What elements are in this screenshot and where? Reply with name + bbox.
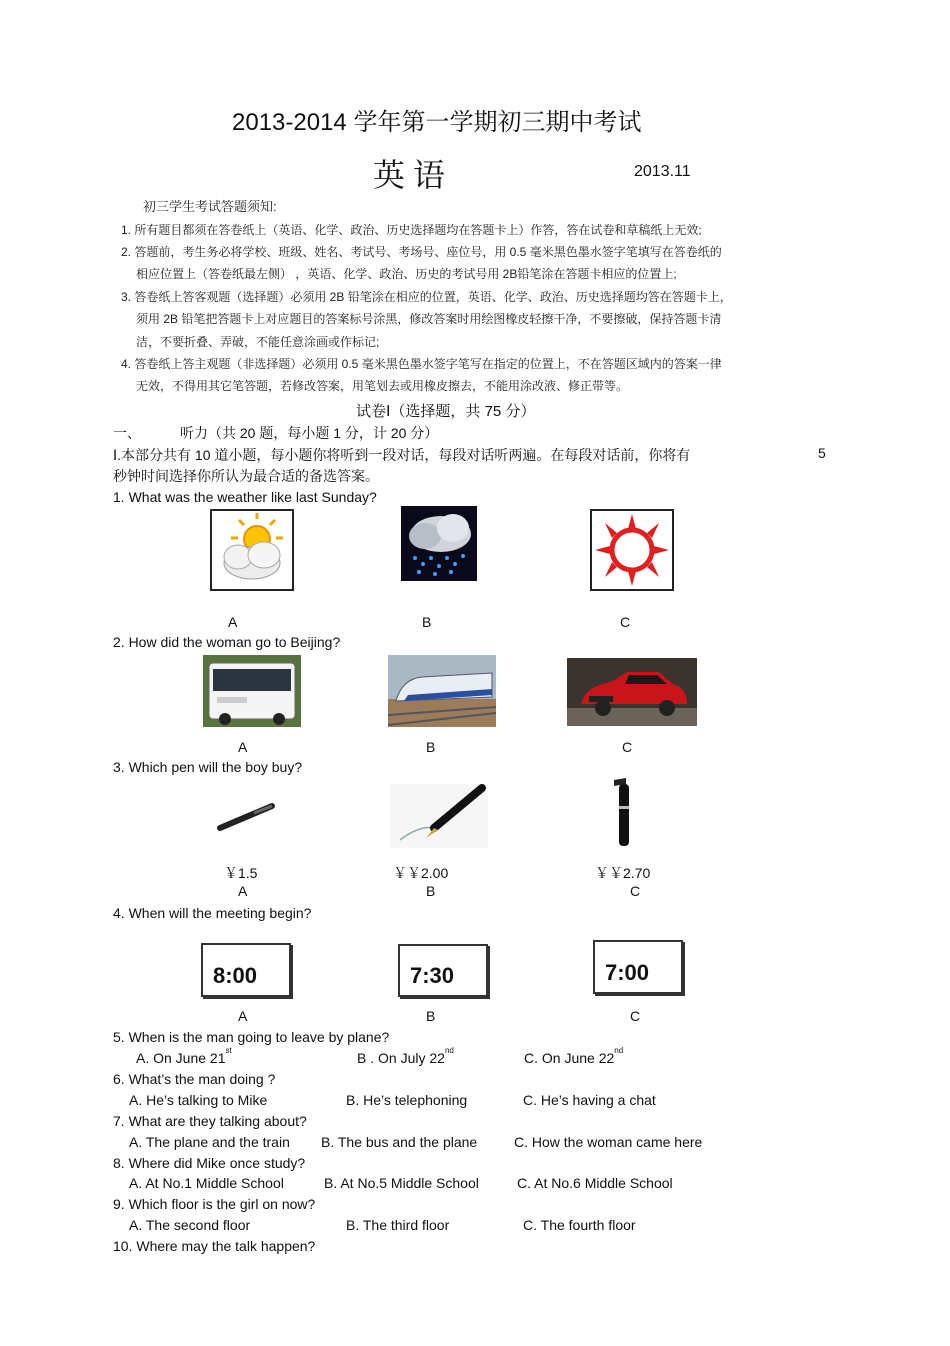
option-label-c: C	[630, 1008, 641, 1024]
option-label-a: A	[228, 614, 238, 630]
price-a: ￥1.5	[224, 865, 258, 881]
option-text: B . On July 22	[357, 1050, 445, 1066]
question-1: 1. What was the weather like last Sunday?	[113, 489, 377, 505]
option-label-a: A	[238, 1008, 248, 1024]
option-5c	[524, 1046, 624, 1066]
price-c: ￥￥2.70	[595, 865, 651, 881]
option-label-b: B	[422, 614, 432, 630]
instruction-line: 相应位置上（答卷纸最左侧） ，英语、化学、政治、历史的考试号用 2B铅笔涂在答题卡相应的位置上;	[136, 267, 677, 281]
fountain-pen-icon	[390, 784, 488, 848]
option-7b: B. The bus and the plane	[321, 1134, 478, 1150]
clock-time: 8:00	[213, 963, 258, 988]
exam-date: 2013.11	[634, 163, 691, 180]
ordinal-suffix: nd	[444, 1046, 454, 1055]
option-9b: B. The third floor	[346, 1217, 450, 1233]
clock-time: 7:30	[410, 963, 455, 988]
instruction-line: 无效，不得用其它笔答题，若修改答案，用笔划去或用橡皮擦去，不能用涂改液、修正带等。	[136, 379, 629, 393]
option-label-c: C	[620, 614, 631, 630]
car-icon	[567, 658, 697, 726]
option-label-b: B	[426, 739, 436, 755]
option-label-b: B	[426, 883, 436, 899]
subject-title: 英 语	[373, 157, 446, 193]
option-6c: C. He’s having a chat	[523, 1092, 656, 1108]
instruction-line: 4. 答卷纸上答主观题（非选择题）必须用 0.5 毫米黑色墨水签字笔写在指定的位置上，不在答题区域内的答案一律	[121, 357, 722, 371]
option-6a: A. He’s talking to Mike	[129, 1092, 268, 1108]
instruction-line: 2. 答题前，考生务必将学校、班级、姓名、考试号、考场号、座位号，用 0.5 毫米黑色墨水签字笔填写在答卷纸的	[121, 245, 722, 259]
option-label-c: C	[622, 739, 633, 755]
question-7: 7. What are they talking about?	[113, 1113, 307, 1129]
option-text: C. On June 22	[524, 1050, 615, 1066]
option-7a: A. The plane and the train	[129, 1134, 290, 1150]
sun-icon	[590, 509, 674, 591]
instructions-heading: 初三学生考试答题须知:	[143, 199, 277, 214]
part-intro-seconds: 5	[818, 445, 826, 461]
option-8c: C. At No.6 Middle School	[517, 1175, 673, 1191]
part-title: 听力（共 20 题，每小题 1 分，计 20 分）	[180, 425, 439, 441]
option-8a: A. At No.1 Middle School	[129, 1175, 284, 1191]
question-8: 8. Where did Mike once study?	[113, 1155, 306, 1171]
option-7c: C. How the woman came here	[514, 1134, 703, 1150]
ordinal-suffix: st	[225, 1046, 232, 1055]
ordinal-suffix: nd	[614, 1046, 624, 1055]
instruction-line: 1. 所有题目都须在答卷纸上（英语、化学、政治、历史选择题均在答题卡上）作答，答在试卷和草稿纸上无效;	[121, 223, 702, 237]
question-2: 2. How did the woman go to Beijing?	[113, 634, 341, 650]
instruction-line: 须用 2B 铅笔把答题卡上对应题目的答案标号涂黑，修改答案时用绘图橡皮轻擦干净，不要擦破，保持答题卡清	[136, 312, 722, 326]
option-5a	[136, 1046, 232, 1066]
question-9: 9. Which floor is the girl on now?	[113, 1196, 316, 1212]
part-number: 一、	[113, 425, 141, 441]
option-9a: A. The second floor	[129, 1217, 251, 1233]
option-label-c: C	[630, 883, 641, 899]
option-label-b: B	[426, 1008, 436, 1024]
clock-time: 7:00	[605, 960, 650, 985]
part-intro: Ⅰ.本部分共有 10 道小题，每小题你将听到一段对话，每段对话听两遍。在每段对话前，你将有	[113, 447, 691, 463]
option-text: A. On June 21	[136, 1050, 226, 1066]
instruction-line: 3. 答卷纸上答客观题（选择题）必须用 2B 铅笔涂在相应的位置，英语、化学、政治、历史选择题均答在答题卡上，	[121, 290, 732, 304]
option-label-a: A	[238, 739, 248, 755]
pen-icon	[214, 796, 278, 836]
rain-cloud-icon	[401, 506, 477, 581]
question-4: 4. When will the meeting begin?	[113, 905, 312, 921]
option-9c: C. The fourth floor	[523, 1217, 636, 1233]
question-5: 5. When is the man going to leave by plane?	[113, 1029, 390, 1045]
part-intro-cont: 秒钟时间选择你所认为最合适的备选答案。	[113, 468, 379, 484]
upright-pen-icon	[608, 776, 640, 850]
option-8b: B. At No.5 Middle School	[324, 1175, 479, 1191]
clock-c	[593, 940, 683, 994]
option-6b: B. He’s telephoning	[346, 1092, 468, 1108]
bus-icon	[203, 655, 301, 727]
sun-cloud-icon	[210, 509, 294, 591]
exam-title: 2013-2014 学年第一学期初三期中考试	[232, 109, 642, 136]
question-6: 6. What’s the man doing ?	[113, 1071, 276, 1087]
clock-b	[398, 944, 488, 997]
option-5b	[357, 1046, 454, 1066]
paper-title: 试卷Ⅰ（选择题，共 75 分）	[356, 403, 536, 420]
question-10: 10. Where may the talk happen?	[113, 1238, 316, 1254]
option-label-a: A	[238, 883, 248, 899]
clock-a	[201, 943, 291, 997]
price-b: ￥￥2.00	[393, 865, 449, 881]
train-icon	[388, 655, 496, 727]
question-3: 3. Which pen will the boy buy?	[113, 759, 303, 775]
instruction-line: 洁，不要折叠、弄破，不能任意涂画或作标记;	[136, 335, 380, 349]
